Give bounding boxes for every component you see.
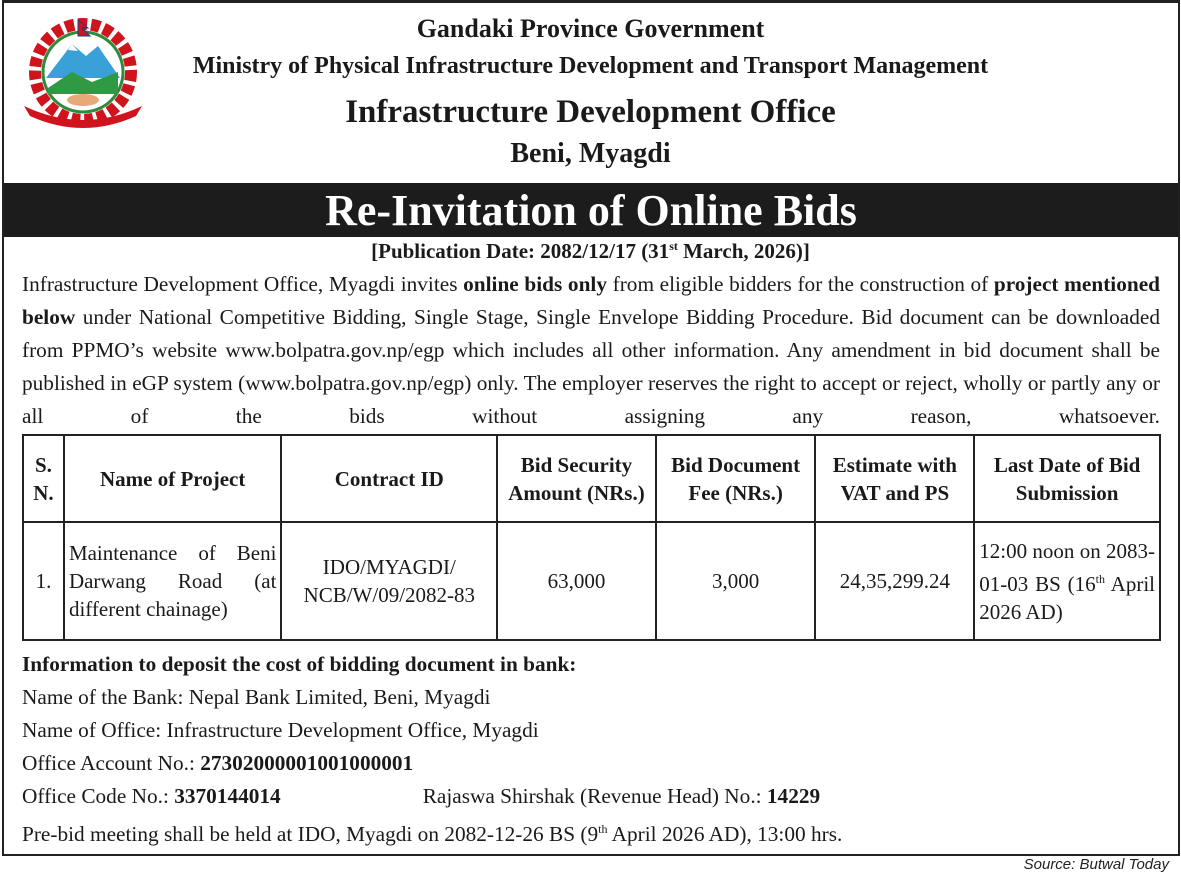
cell-sn: 1. bbox=[23, 522, 64, 640]
intro-text: under National Competitive Bidding, Single Stage, Single Envelope Bidding Procedure. Bid document can be downloaded from PPMO’s website www.bolpatra.gov.np/egp which includes all other information. Any amendment in bid document shall be published in eGP system (www.bolpatra.gov.np/egp) only. The employer reserves the right to accept or reject, wholly or partly any or all of the bids without assigning any reason, whatsoever. bbox=[22, 305, 1160, 428]
col-header-doc-fee: Bid Document Fee (NRs.) bbox=[656, 435, 816, 522]
cell-doc-fee: 3,000 bbox=[656, 522, 816, 640]
pub-date-sup: st bbox=[669, 239, 678, 253]
prebid-meeting bbox=[22, 813, 842, 846]
col-header-deadline: Last Date of Bid Submission bbox=[974, 435, 1160, 522]
intro-paragraph bbox=[22, 268, 1160, 433]
deadline-text: 12:00 noon on 2083-01-03 BS (16 bbox=[979, 538, 1155, 596]
cell-bid-security: 63,000 bbox=[497, 522, 656, 640]
prebid-text: Pre-bid meeting shall be held at IDO, Myagdi on 2082-12-26 BS (9 bbox=[22, 822, 599, 847]
cell-contract-id: IDO/MYAGDI/ NCB/W/09/2082-83 bbox=[281, 522, 497, 640]
office-name-line: Name of Office: Infrastructure Development Office, Myagdi bbox=[22, 718, 539, 742]
col-header-bid-security: Bid Security Amount (NRs.) bbox=[497, 435, 656, 522]
government-name: Gandaki Province Government bbox=[416, 14, 765, 43]
account-number: 27302000001001000001 bbox=[200, 751, 414, 775]
revenue-head-label: Rajaswa Shirshak (Revenue Head) No.: bbox=[422, 784, 767, 808]
pub-date-prefix: [Publication Date: 2082/12/17 (31 bbox=[371, 239, 670, 263]
col-header-estimate: Estimate with VAT and PS bbox=[815, 435, 974, 522]
intro-text: Infrastructure Development Office, Myagdi invites bbox=[22, 272, 464, 296]
intro-bold: project mentioned below bbox=[22, 272, 1160, 329]
office-name: Infrastructure Development Office bbox=[345, 94, 836, 130]
prebid-sup: th bbox=[598, 822, 608, 836]
ministry-name: Ministry of Physical Infrastructure Development and Transport Management bbox=[192, 53, 989, 79]
bid-table bbox=[22, 434, 1161, 641]
publication-date bbox=[0, 239, 1181, 264]
cell-estimate: 24,35,299.24 bbox=[815, 522, 974, 640]
revenue-head-number: 14229 bbox=[766, 784, 821, 808]
prebid-text: April 2026 AD), 13:00 hrs. bbox=[607, 822, 843, 847]
cell-deadline bbox=[974, 522, 1160, 640]
deadline-sup: th bbox=[1095, 571, 1105, 586]
office-code: 3370144014 bbox=[174, 784, 281, 808]
intro-text: from eligible bidders for the construction of bbox=[606, 272, 994, 296]
intro-bold: online bids only bbox=[463, 272, 607, 296]
pub-date-suffix: March, 2026)] bbox=[677, 239, 810, 263]
cell-project: Maintenance of Beni Darwang Road (at different chainage) bbox=[64, 522, 282, 640]
source-credit: Source: Butwal Today bbox=[1023, 856, 1169, 873]
table-row bbox=[23, 522, 1160, 640]
col-header-sn: S. N. bbox=[23, 435, 64, 522]
table-header-row bbox=[23, 435, 1160, 522]
bank-info-heading: Information to deposit the cost of bidding document in bank: bbox=[22, 652, 577, 676]
bank-info bbox=[22, 648, 842, 846]
office-location: Beni, Myagdi bbox=[510, 138, 671, 169]
col-header-contract-id: Contract ID bbox=[281, 435, 497, 522]
office-code-label: Office Code No.: bbox=[22, 784, 175, 808]
account-label: Office Account No.: bbox=[22, 751, 201, 775]
notice-title: Re-Invitation of Online Bids bbox=[4, 183, 1178, 237]
deadline-text: April 2026 AD) bbox=[979, 571, 1155, 624]
col-header-project: Name of Project bbox=[64, 435, 282, 522]
bank-name: Name of the Bank: Nepal Bank Limited, Beni, Myagdi bbox=[22, 685, 491, 709]
